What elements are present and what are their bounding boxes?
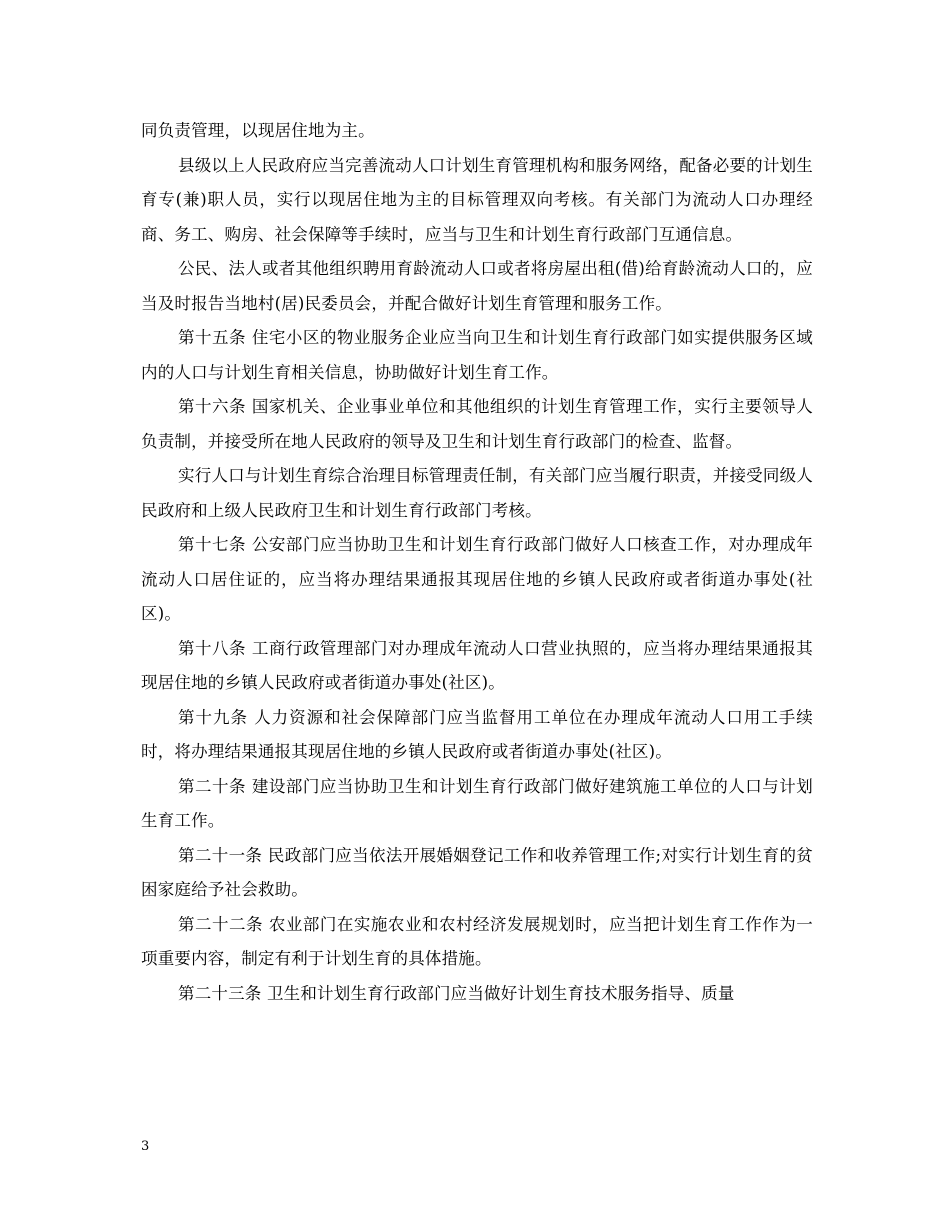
article-19: 第十九条 人力资源和社会保障部门应当监督用工单位在办理成年流动人口用工手续时，将办理结果通报其现居住地的乡镇人民政府或者街道办事处(社区)。 (141, 707, 813, 761)
article-18: 第十八条 工商行政管理部门对办理成年流动人口营业执照的，应当将办理结果通报其现居住地的乡镇人民政府或者街道办事处(社区)。 (141, 638, 813, 692)
paragraph: 县级以上人民政府应当完善流动人口计划生育管理机构和服务网络，配备必要的计划生育专(兼)职人员，实行以现居住地为主的目标管理双向考核。有关部门为流动人口办理经商、务工、购房、社会保障等手续时，应当与卫生和计划生育行政部门互通信息。 (141, 155, 813, 244)
paragraph: 实行人口与计划生育综合治理目标管理责任制，有关部门应当履行职责，并接受同级人民政府和上级人民政府卫生和计划生育行政部门考核。 (141, 466, 813, 520)
article-15: 第十五条 住宅小区的物业服务企业应当向卫生和计划生育行政部门如实提供服务区域内的人口与计划生育相关信息，协助做好计划生育工作。 (141, 328, 813, 382)
paragraph-continuation: 同负责管理，以现居住地为主。 (141, 121, 375, 140)
article-23: 第二十三条 卫生和计划生育行政部门应当做好计划生育技术服务指导、质量 (178, 983, 735, 1003)
article-17: 第十七条 公安部门应当协助卫生和计划生育行政部门做好人口核查工作，对办理成年流动人口居住证的，应当将办理结果通报其现居住地的乡镇人民政府或者街道办事处(社区)。 (141, 535, 813, 623)
document-body (141, 114, 813, 1011)
article-22: 第二十二条 农业部门在实施农业和农村经济发展规划时，应当把计划生育工作作为一项重要内容，制定有利于计划生育的具体措施。 (141, 914, 813, 968)
page-number: 3 (141, 1139, 150, 1154)
article-16: 第十六条 国家机关、企业事业单位和其他组织的计划生育管理工作，实行主要领导人负责制，并接受所在地人民政府的领导及卫生和计划生育行政部门的检查、监督。 (141, 397, 813, 451)
paragraph: 公民、法人或者其他组织聘用育龄流动人口或者将房屋出租(借)给育龄流动人口的，应当及时报告当地村(居)民委员会，并配合做好计划生育管理和服务工作。 (141, 259, 813, 313)
article-21: 第二十一条 民政部门应当依法开展婚姻登记工作和收养管理工作;对实行计划生育的贫困家庭给予社会救助。 (141, 845, 813, 899)
article-20: 第二十条 建设部门应当协助卫生和计划生育行政部门做好建筑施工单位的人口与计划生育工作。 (141, 776, 813, 830)
